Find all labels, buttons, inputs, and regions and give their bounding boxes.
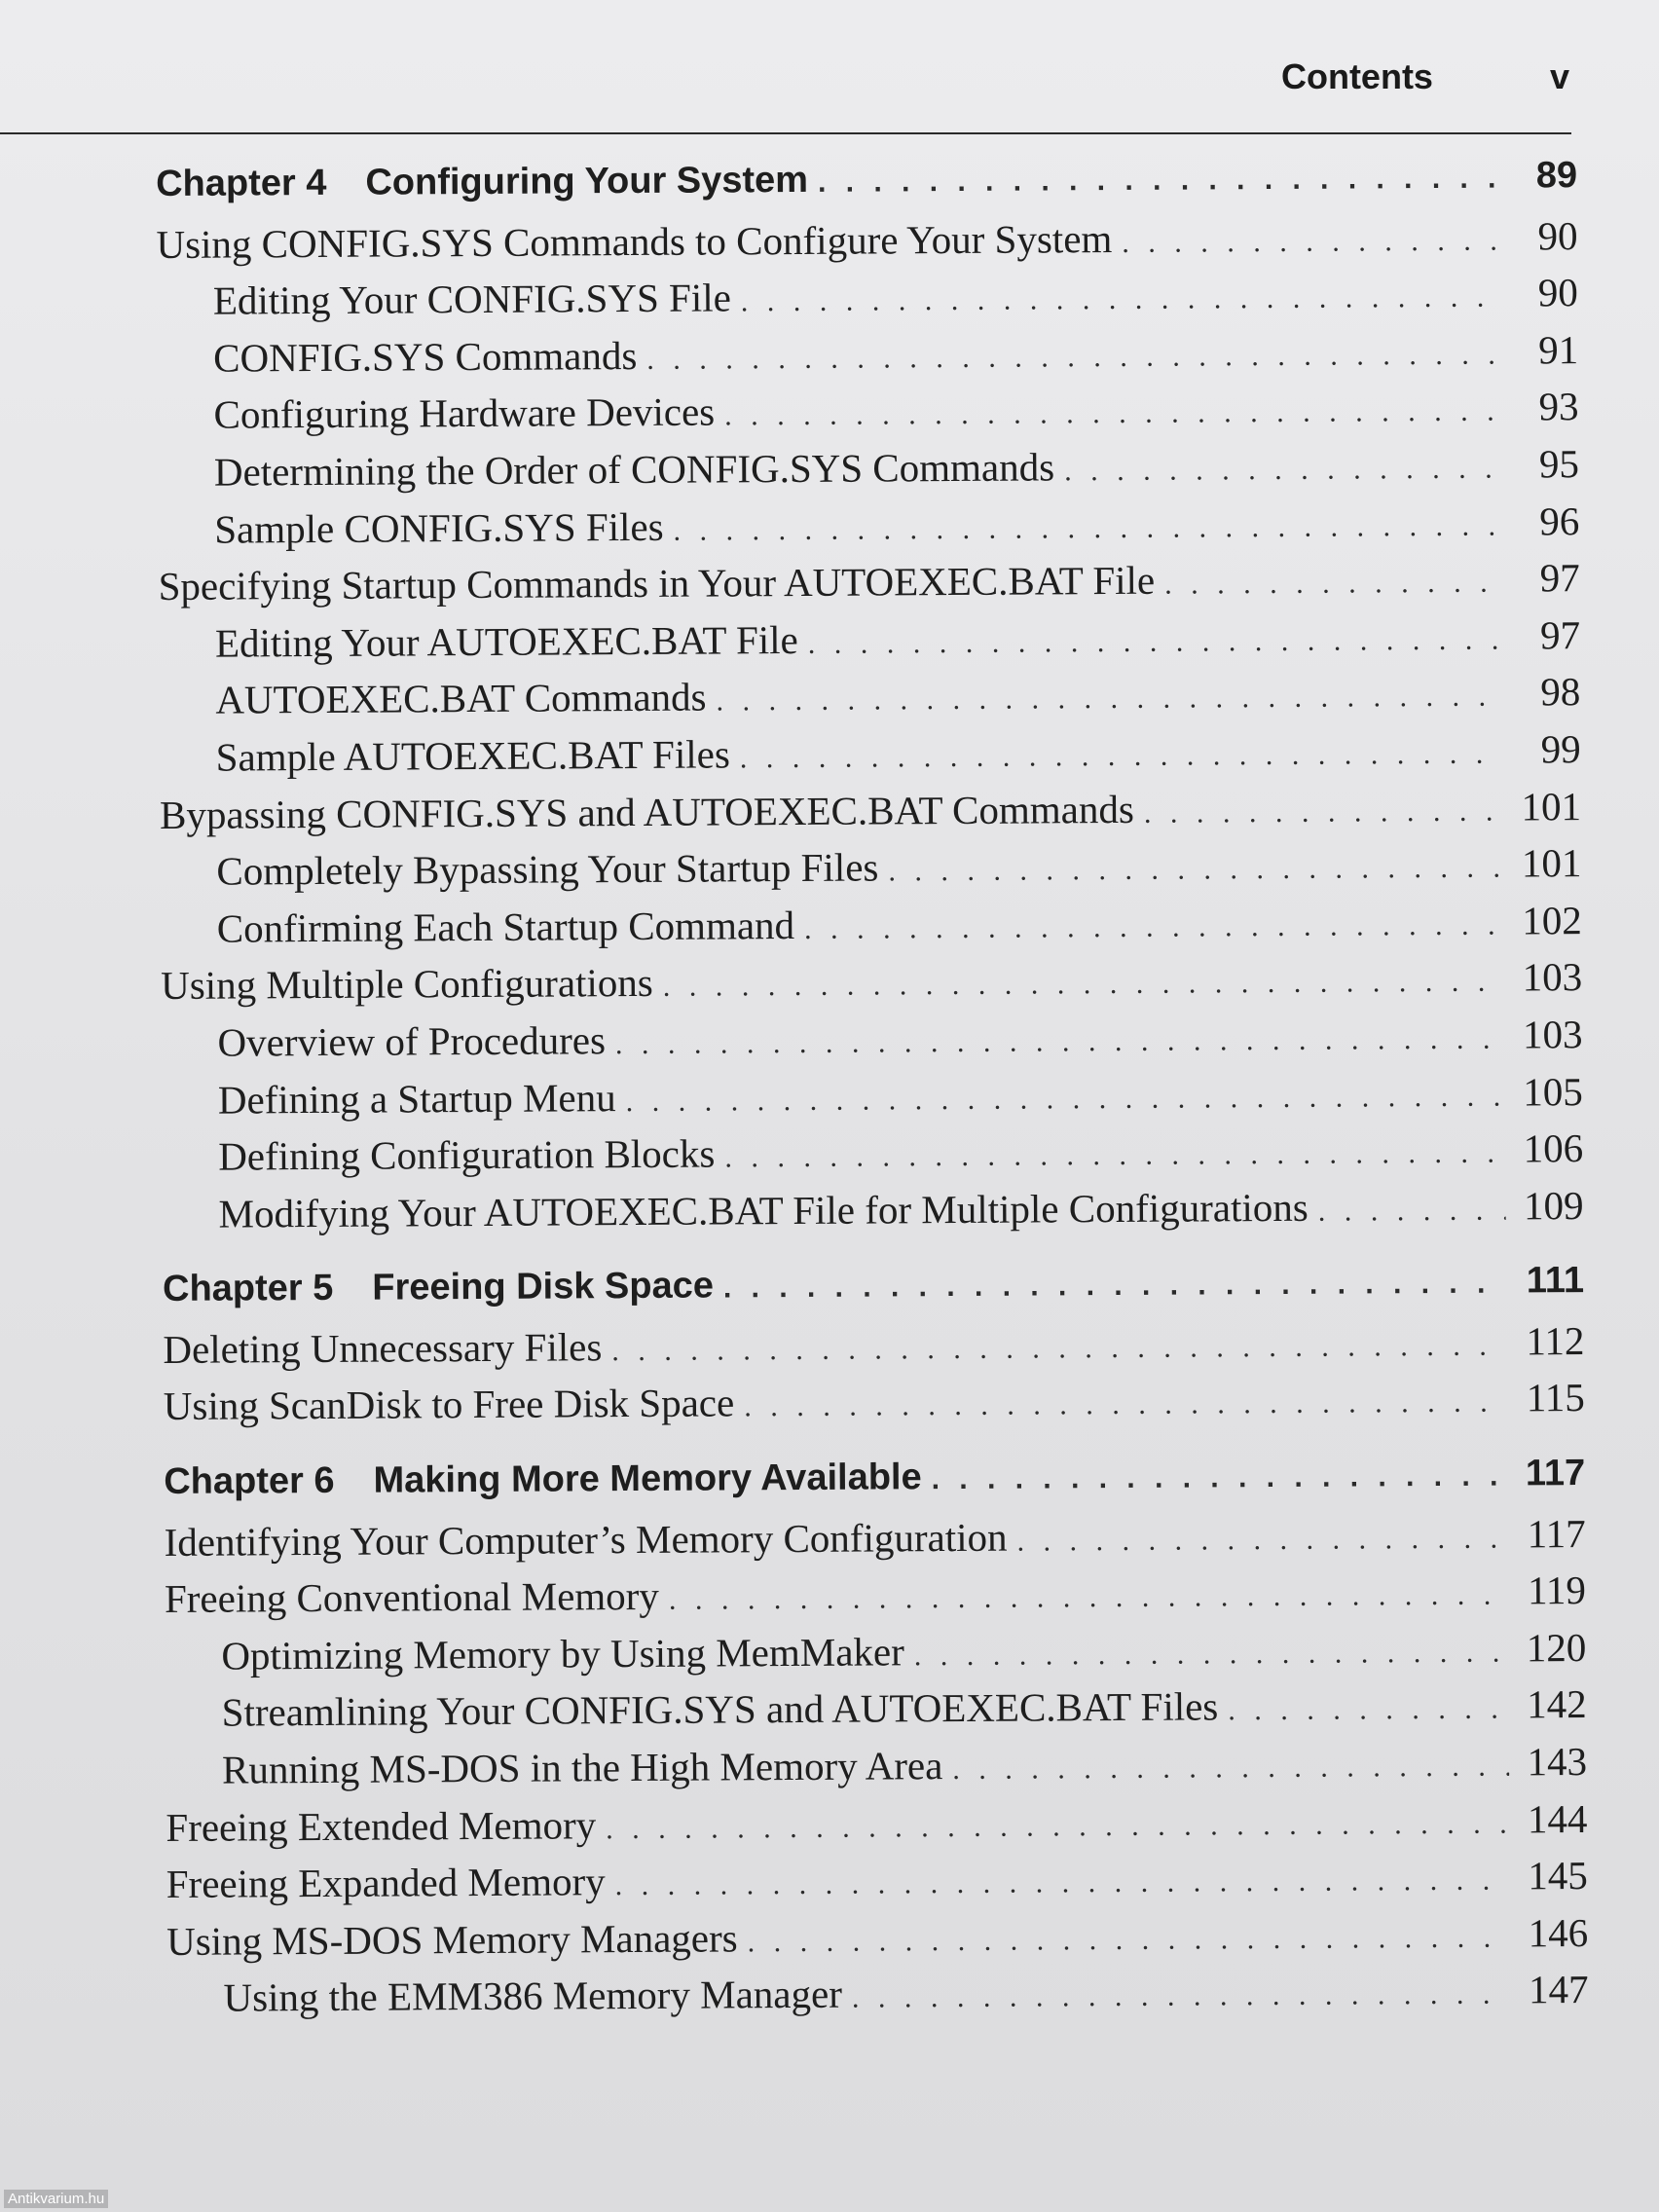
page-number: 101 (1521, 783, 1582, 829)
chapter-block (164, 1453, 1589, 2032)
dot-leader (606, 1807, 1509, 1846)
dot-leader (646, 338, 1500, 376)
dot-leader (1016, 1522, 1507, 1558)
toc-entry[interactable] (162, 1182, 1583, 1248)
entry-title: Running MS-DOS in the High Memory Area (221, 1743, 943, 1792)
page-number: 105 (1523, 1068, 1583, 1114)
toc-entry[interactable] (159, 554, 1580, 620)
page-number: 147 (1528, 1967, 1589, 2012)
toc-entry[interactable] (157, 269, 1578, 335)
entry-title: Modifying Your AUTOEXEC.BAT File for Multiple Configurations (218, 1184, 1309, 1236)
toc-entry[interactable] (160, 725, 1581, 792)
dot-leader (932, 1460, 1508, 1497)
page-number: 90 (1537, 212, 1578, 258)
toc-entry[interactable] (157, 383, 1578, 449)
entry-title: Specifying Startup Commands in Your AUTOEXEC.BAT File (158, 557, 1156, 609)
table-of-contents (156, 155, 1589, 2053)
chapter-block (163, 1260, 1585, 1440)
toc-entry[interactable] (166, 1795, 1587, 1862)
toc-entry[interactable] (161, 897, 1582, 963)
chapter-heading[interactable] (163, 1260, 1584, 1326)
page-number: 142 (1527, 1681, 1587, 1727)
chapter-title-group (164, 1456, 922, 1503)
page-number: 98 (1540, 669, 1581, 715)
dot-leader (740, 737, 1503, 775)
chapter-label: Chapter 5 (162, 1268, 334, 1310)
toc-entry[interactable] (161, 1011, 1582, 1077)
page-number: 117 (1525, 1453, 1586, 1494)
page-number: 146 (1528, 1909, 1589, 1956)
chapter-title: Freeing Disk Space (372, 1265, 715, 1309)
header-rule (0, 132, 1571, 134)
dot-leader (1318, 1194, 1506, 1228)
dot-leader (674, 509, 1502, 547)
page-number: 103 (1522, 1011, 1583, 1057)
chapter-block (156, 155, 1584, 1247)
page-number: 111 (1526, 1260, 1585, 1302)
entry-title: Sample AUTOEXEC.BAT Files (215, 731, 730, 780)
entry-title: Using MS-DOS Memory Managers (166, 1915, 738, 1964)
entry-title: Editing Your AUTOEXEC.BAT File (214, 616, 798, 666)
toc-entry[interactable] (158, 498, 1579, 564)
running-head-title: Contents (1280, 56, 1433, 96)
dot-leader (1228, 1693, 1509, 1728)
toc-entry[interactable] (166, 1909, 1588, 1975)
toc-entry[interactable] (161, 953, 1582, 1019)
chapter-label: Chapter 6 (164, 1459, 335, 1503)
toc-entry[interactable] (158, 440, 1579, 506)
chapter-title: Making More Memory Available (373, 1456, 922, 1501)
entry-title: Overview of Procedures (217, 1017, 607, 1065)
dot-leader (748, 1921, 1511, 1959)
dot-leader (669, 1579, 1508, 1617)
toc-entry[interactable] (159, 611, 1580, 678)
toc-entry[interactable] (162, 1068, 1583, 1134)
dot-leader (663, 966, 1505, 1004)
entry-title: Defining Configuration Blocks (218, 1130, 716, 1179)
dot-leader (615, 1864, 1510, 1903)
page-number: 144 (1527, 1795, 1588, 1842)
page-number: 97 (1539, 611, 1581, 658)
toc-entry[interactable] (160, 783, 1581, 849)
dot-leader (744, 1386, 1507, 1424)
dot-leader (808, 623, 1502, 660)
running-head (1281, 56, 1569, 97)
dot-leader (888, 852, 1503, 889)
dot-leader (724, 395, 1501, 433)
entry-title: Freeing Extended Memory (166, 1801, 597, 1850)
dot-leader (914, 1636, 1509, 1673)
entry-title: Bypassing CONFIG.SYS and AUTOEXEC.BAT Commands (159, 786, 1135, 837)
dot-leader (1064, 453, 1501, 489)
page-number: 145 (1528, 1853, 1588, 1899)
page-number: 89 (1535, 155, 1578, 197)
entry-title: Deleting Unnecessary Files (163, 1324, 603, 1372)
dot-leader (611, 1329, 1506, 1368)
entry-title: Streamlining Your CONFIG.SYS and AUTOEXEC.BAT Files (221, 1683, 1219, 1736)
page-numeral: v (1549, 56, 1569, 96)
entry-title: Sample CONFIG.SYS Files (214, 503, 664, 552)
toc-entry[interactable] (156, 212, 1577, 278)
entry-title: Completely Bypassing Your Startup Files (216, 844, 879, 894)
toc-entry[interactable] (165, 1567, 1586, 1633)
page-number: 96 (1539, 498, 1580, 543)
toc-entry[interactable] (159, 668, 1580, 734)
entry-title: Optimizing Memory by Using MemMaker (221, 1629, 904, 1678)
entry-title: AUTOEXEC.BAT Commands (215, 674, 707, 722)
dot-leader (724, 1137, 1505, 1175)
dot-leader (1144, 794, 1503, 830)
entry-title: Determining the Order of CONFIG.SYS Commands (213, 444, 1055, 495)
toc-entry[interactable] (166, 1738, 1587, 1804)
toc-entry[interactable] (163, 1317, 1584, 1383)
dot-leader (852, 1978, 1511, 2015)
page-number: 101 (1521, 840, 1582, 886)
chapter-title-group (156, 160, 808, 205)
entry-title: Configuring Hardware Devices (213, 388, 716, 438)
page-number: 117 (1527, 1510, 1586, 1557)
dot-leader (804, 908, 1504, 945)
entry-title: Freeing Expanded Memory (166, 1859, 606, 1907)
toc-entry[interactable] (160, 839, 1581, 905)
dot-leader (818, 163, 1499, 200)
entry-title: Using the EMM386 Memory Manager (223, 1972, 843, 2021)
page-number: 106 (1523, 1125, 1584, 1171)
page-number: 109 (1523, 1182, 1584, 1229)
chapter-heading[interactable] (164, 1453, 1585, 1519)
chapter-title: Configuring Your System (365, 159, 809, 203)
page-number: 95 (1538, 441, 1580, 487)
entry-title: Freeing Conventional Memory (164, 1573, 659, 1622)
entry-title: Confirming Each Startup Command (216, 902, 795, 951)
entry-title: Defining a Startup Menu (217, 1074, 616, 1123)
page-number: 99 (1540, 726, 1581, 772)
page-number: 115 (1526, 1375, 1585, 1420)
page-number: 103 (1522, 954, 1583, 1000)
page-number: 143 (1527, 1739, 1588, 1785)
page-number: 97 (1539, 555, 1580, 601)
toc-entry[interactable] (165, 1510, 1586, 1576)
dot-leader (615, 1022, 1505, 1061)
dot-leader (741, 281, 1500, 319)
toc-entry[interactable] (157, 326, 1578, 392)
dot-leader (1122, 224, 1499, 259)
chapter-label: Chapter 4 (156, 162, 327, 204)
entry-title: Editing Your CONFIG.SYS File (212, 275, 731, 323)
page-number: 93 (1538, 384, 1579, 429)
chapter-title-group (163, 1266, 714, 1310)
chapter-heading[interactable] (156, 155, 1577, 221)
page-number: 112 (1526, 1317, 1585, 1364)
dot-leader (952, 1751, 1509, 1787)
toc-entry[interactable] (166, 1966, 1588, 2032)
toc-entry[interactable] (166, 1680, 1587, 1747)
entry-title: CONFIG.SYS Commands (213, 332, 638, 381)
watermark: Antikvarium.hu (4, 2190, 108, 2208)
entry-title: Identifying Your Computer’s Memory Configuration (164, 1514, 1008, 1565)
toc-entry[interactable] (165, 1624, 1586, 1690)
page-number: 102 (1522, 897, 1582, 943)
toc-entry[interactable] (166, 1852, 1588, 1918)
toc-entry[interactable] (164, 1375, 1585, 1441)
entry-title: Using Multiple Configurations (161, 960, 653, 1009)
dot-leader (716, 681, 1502, 719)
entry-title: Using ScanDisk to Free Disk Space (163, 1380, 735, 1429)
page-number: 90 (1537, 270, 1578, 315)
toc-entry[interactable] (162, 1124, 1583, 1191)
page-number: 119 (1527, 1567, 1587, 1613)
page-number: 120 (1526, 1624, 1587, 1671)
dot-leader (1164, 567, 1502, 602)
dot-leader (626, 1080, 1505, 1119)
page-number: 91 (1538, 326, 1579, 373)
dot-leader (723, 1268, 1506, 1306)
entry-title: Using CONFIG.SYS Commands to Configure Your System (156, 215, 1113, 267)
